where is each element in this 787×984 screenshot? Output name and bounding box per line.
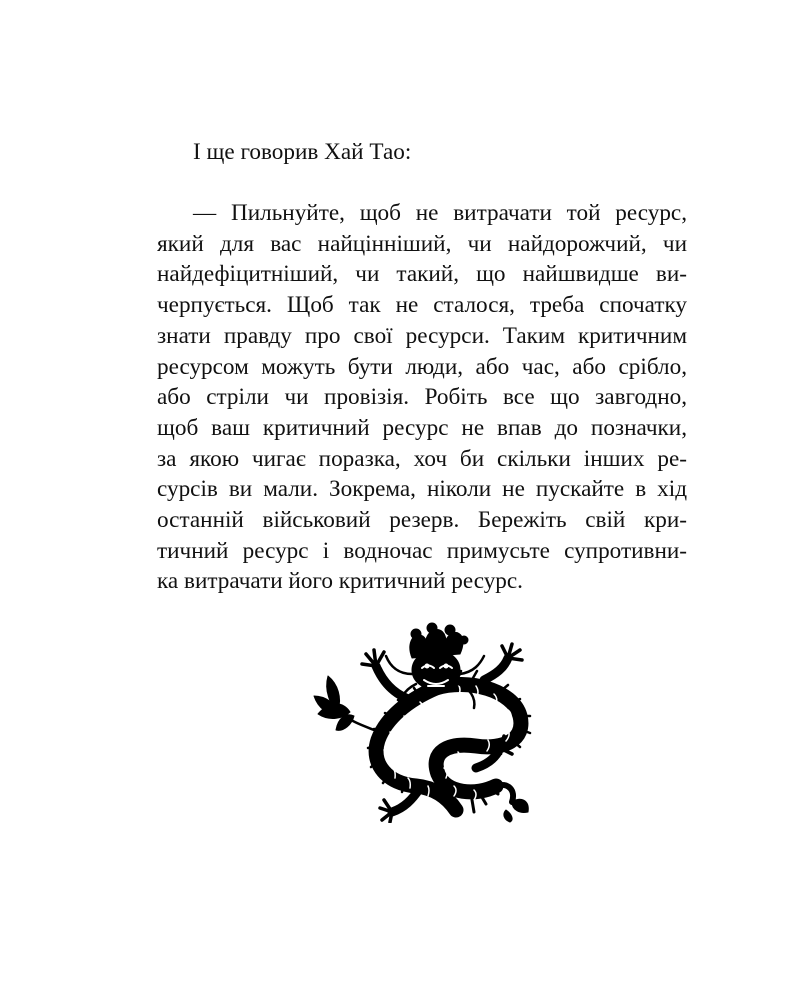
paragraph-line: тичний ресурс і водночас примусьте супротивни- <box>157 537 687 564</box>
paragraph-line: останній військовий резерв. Бережіть свій кри- <box>157 507 687 534</box>
paragraph-line: найдефіцитніший, чи такий, що найшвидше ви- <box>157 261 687 288</box>
paragraph-line: який для вас найцінніший, чи найдорожчий, чи <box>157 230 687 257</box>
paragraph-line: або стріли чи провізія. Робіть все що завгодно, <box>157 384 687 411</box>
paragraph-line: — Пильнуйте, щоб не витрачати той ресурс, <box>193 200 687 226</box>
paragraph-line: сурсів ви мали. Зокрема, ніколи не пускайте в хід <box>157 476 687 503</box>
paragraph-line: знати правду про свої ресурси. Таким критичним <box>157 322 687 349</box>
paragraph-line: щоб ваш критичний ресурс не впав до позначки, <box>157 414 687 441</box>
main-paragraph <box>157 198 687 597</box>
paragraph-line: ка витрачати його критичний ресурс. <box>157 568 523 595</box>
paragraph-line: черпується. Щоб так не сталося, треба спочатку <box>157 292 687 319</box>
dragon-icon <box>308 618 533 823</box>
paragraph-line: за якою чигає поразка, хоч би скільки інших ре- <box>157 445 687 472</box>
paragraph-line: ресурсом можуть бути люди, або час, або срібло, <box>157 353 687 380</box>
intro-line: І ще говорив Хай Тао: <box>193 139 412 165</box>
